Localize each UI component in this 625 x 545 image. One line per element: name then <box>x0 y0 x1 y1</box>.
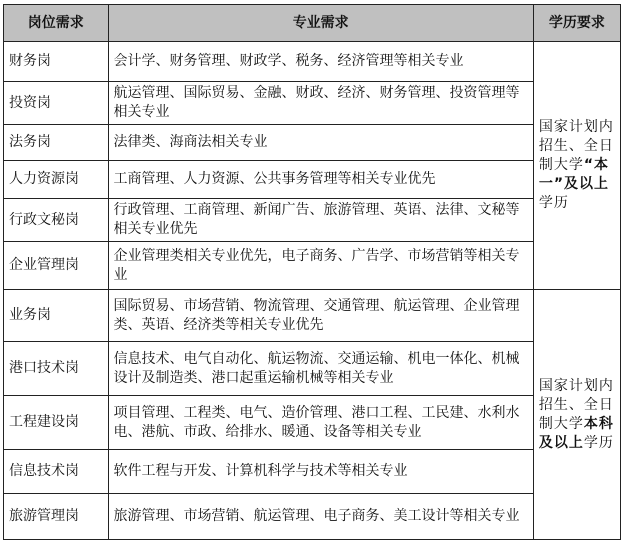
position-cell: 业务岗 <box>4 290 109 342</box>
position-cell: 港口技术岗 <box>4 342 109 396</box>
education-suffix: 学历 <box>583 434 614 451</box>
table-row <box>4 42 621 82</box>
major-cell: 软件工程与开发、计算机科学与技术等相关专业 <box>108 450 533 494</box>
education-level: 本科及以上 <box>538 415 614 451</box>
education-suffix: 学历 <box>538 195 569 211</box>
major-cell: 航运管理、国际贸易、金融、财政、经济、财务管理、投资管理等相关专业 <box>108 82 533 125</box>
position-cell: 企业管理岗 <box>4 242 109 290</box>
education-level: “本一”及以上 <box>538 157 610 192</box>
major-cell: 会计学、财务管理、财政学、税务、经济管理等相关专业 <box>108 42 533 82</box>
table-row <box>4 396 621 450</box>
position-cell: 财务岗 <box>4 42 109 82</box>
education-prefix: 国家计划内招生、全日制大学 <box>538 119 614 173</box>
position-cell: 人力资源岗 <box>4 161 109 199</box>
major-cell: 信息技术、电气自动化、航运物流、交通运输、机电一体化、机械设计及制造类、港口起重运输机械等相关专业 <box>108 342 533 396</box>
position-cell: 旅游管理岗 <box>4 494 109 540</box>
header-education: 学历要求 <box>533 5 620 42</box>
major-cell: 企业管理类相关专业优先，电子商务、广告学、市场营销等相关专业 <box>108 242 533 290</box>
table-row <box>4 242 621 290</box>
table-row <box>4 290 621 342</box>
table-row <box>4 125 621 161</box>
table-row <box>4 161 621 199</box>
education-cell-group2 <box>533 290 620 540</box>
major-cell: 项目管理、工程类、电气、造价管理、港口工程、工民建、水利水电、港航、市政、给排水、暖通、设备等相关专业 <box>108 396 533 450</box>
position-cell: 投资岗 <box>4 82 109 125</box>
table-row <box>4 494 621 540</box>
major-cell: 行政管理、工商管理、新闻广告、旅游管理、英语、法律、文秘等相关专业优先 <box>108 199 533 242</box>
major-cell: 法律类、海商法相关专业 <box>108 125 533 161</box>
header-major: 专业需求 <box>108 5 533 42</box>
table-row <box>4 82 621 125</box>
table-row <box>4 450 621 494</box>
table-row <box>4 199 621 242</box>
position-cell: 行政文秘岗 <box>4 199 109 242</box>
position-cell: 信息技术岗 <box>4 450 109 494</box>
header-position: 岗位需求 <box>4 5 109 42</box>
position-cell: 工程建设岗 <box>4 396 109 450</box>
major-cell: 旅游管理、市场营销、航运管理、电子商务、美工设计等相关专业 <box>108 494 533 540</box>
table-row <box>4 342 621 396</box>
major-cell: 国际贸易、市场营销、物流管理、交通管理、航运管理、企业管理类、英语、经济类等相关专业优先 <box>108 290 533 342</box>
major-cell: 工商管理、人力资源、公共事务管理等相关专业优先 <box>108 161 533 199</box>
education-cell-group1 <box>533 42 620 290</box>
position-cell: 法务岗 <box>4 125 109 161</box>
requirements-table <box>3 4 621 540</box>
education-prefix: 国家计划内招生、全日制大学 <box>538 377 614 432</box>
header-row <box>4 5 621 42</box>
